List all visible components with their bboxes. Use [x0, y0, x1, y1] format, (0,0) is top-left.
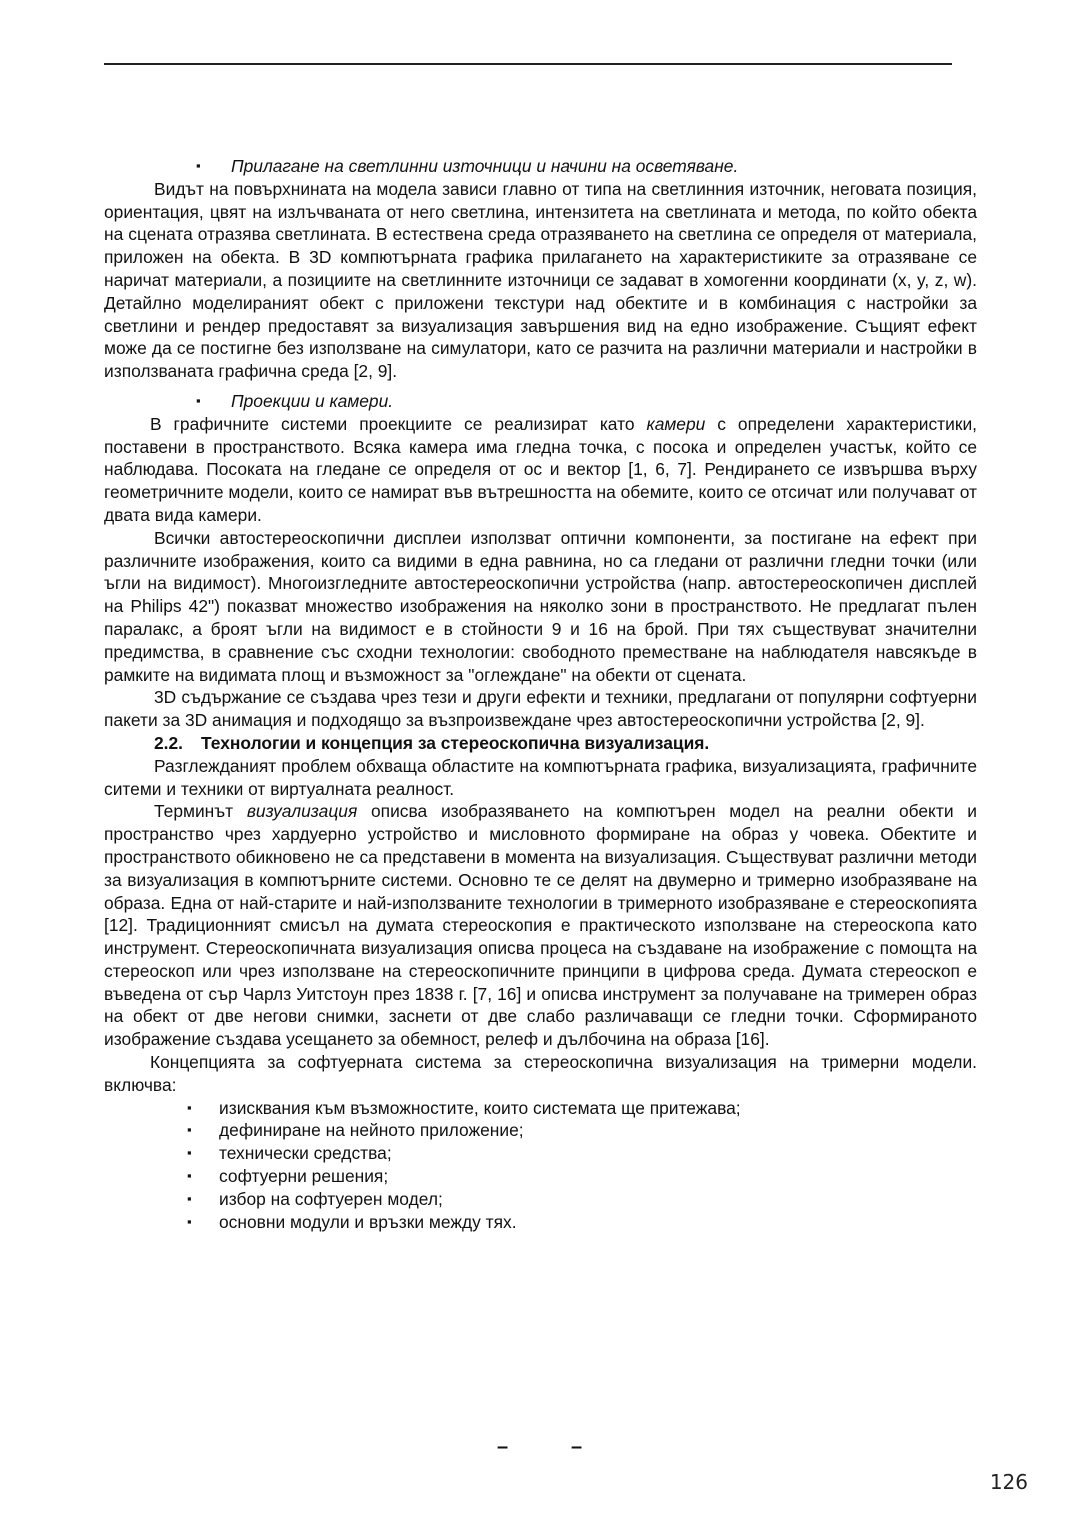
list-item: ▪ софтуерни решения;: [187, 1166, 389, 1187]
paragraph-term-part2: описва изобразяването на компютърен модел на реални обекти и пространство чрез хардуерно устройство и мисловното формиране на образ у човека. Обектите и пространството обикновено не са представени в момента на визуализация. Съществуват различни методи за визуализация в компютърните системи. Основно те се делят на двумерно и тримерно изобразяване на образа. Една от най-старите и най-използваните технологии в тримерното изобразяване е стереоскопията [12]. Традиционният смисъл на думата стереоскопия е практическото използване на стереоскопа като инструмент. Стереоскопичната визуализация описва процеса на създаване на изображение с помощта на стереоскоп или чрез използване на стереоскопичните принципи в цифрова среда. Думата стереоскоп е въведена от сър Чарлз Уитстоун през 1838 г. [7, 16] и описва инструмент за получаване на тримерен образ на обект от две негови снимки, заснети от две слабо различаващи се гледни точки. Сформираното изображение създава усещането за обемност, релеф и дълбочина на образа [16].: [104, 801, 977, 1050]
footer-dash-right: –: [571, 1436, 583, 1458]
list-item: ▪ технически средства;: [187, 1143, 392, 1164]
paragraph-term-part1: Терминът: [154, 801, 247, 822]
term-cameras: камери: [646, 413, 706, 434]
section-title: Технологии и концепция за стереоскопична визуализация.: [201, 732, 710, 753]
list-item: ▪ избор на софтуерен модел;: [187, 1188, 443, 1209]
subheading-light: [104, 155, 977, 178]
paragraph-autostereo: Всички автостереоскопични дисплеи използват оптични компоненти, за постигане на ефект при различните изображения, които са видими в една равнина, но са гледани от различни гледни точки (или ъгли на видимост). Многоизгледните автостереоскопични устройства (напр. автостереоскопичен дисплей на Philips 42") показват множество изображения на няколко зони в пространството. Не предлагат пълен паралакс, а броят ъгли на видимост е в стойности 9 и 16 на брой. При тях съществуват значителни предимства, в сравнение със сходни технологии: свободното преместване на наблюдателя навсякъде в рамките на видимата площ и възможност за "оглеждане" на обекти от сцената.: [104, 527, 977, 685]
paragraph-projections-part1: В графичните системи проекциите се реализират като: [150, 413, 647, 434]
list-item: ▪ основни модули и връзки между тях.: [187, 1211, 517, 1232]
bullet-icon: ▪: [187, 1190, 192, 1206]
page-number: 126: [989, 1470, 1028, 1494]
subheading-projections-text: Проекции и камери.: [231, 390, 394, 411]
paragraph-concept: Концепцията за софтуерната система за стереоскопична визуализация на тримерни модели. включва:: [104, 1052, 977, 1095]
page-body: [104, 155, 977, 1233]
list-item: ▪ изисквания към възможностите, които системата ще притежава;: [187, 1097, 741, 1118]
bullet-icon: ▪: [187, 1122, 192, 1138]
bullet-icon: ▪: [187, 1168, 192, 1184]
paragraph-projections-part2: с определени характеристики, поставени в пространството. Всяка камера има гледна точка, с посока и определен участък, който се наблюдава. Посоката на гледане се определя от ос и вектор [1, 6, 7]. Рендирането се извършва върху геометричните модели, които се намират във вътрешността на обемите, които се отсичат или получават от двата вида камери.: [104, 413, 977, 525]
paragraph-projections: [104, 413, 977, 527]
footer-dash-left: –: [497, 1436, 509, 1458]
bullet-icon: ▪: [196, 158, 201, 173]
bullet-icon: ▪: [187, 1145, 192, 1161]
list-item: ▪ дефиниране на нейното приложение;: [187, 1120, 524, 1141]
section-number: 2.2.: [154, 732, 184, 753]
header-rule: [104, 63, 952, 65]
paragraph-3d-content: 3D съдържание се създава чрез тези и други ефекти и техники, предлагани от популярни софтуерни пакети за 3D анимация и подходящо за възпроизвеждане чрез автостереоскопични устройства [2, 9].: [104, 687, 977, 731]
paragraph-light: Видът на повърхнината на модела зависи главно от типа на светлинния източник, неговата позиция, ориентация, цвят на излъчваната от него светлина, интензитета на светлината и метода, по който обекта на сцената отразява светлината. В естествена среда отразяването на светлина се определя от материала, приложен на обекта. В 3D компютърната графика прилагането на характеристиките за отразяване се наричат материали, а позициите на светлинните източници се задават в хомогенни координати (x, y, z, w). Детайлно моделираният обект с приложени текстури над обектите и в комбинация с настройки за светлини и рендер предоставят за визуализация завършения вид на едно изображение. Същият ефект може да се постигне без използване на симулатори, като се разчита на различни материали и настройки в използваната графична среда [2, 9].: [104, 178, 977, 382]
paragraph-problem: Разглежданият проблем обхваща областите на компютърната графика, визуализацията, графичните ситеми и техники от виртуалната реалност.: [104, 755, 977, 799]
subheading-light-text: Прилагане на светлинни източници и начини на осветяване.: [231, 156, 739, 176]
bullet-icon: ▪: [187, 1099, 192, 1115]
section-heading: [104, 732, 977, 755]
bullet-icon: ▪: [187, 1213, 192, 1229]
term-visualization: визуализация: [246, 801, 358, 822]
paragraph-term: [104, 800, 977, 1051]
concept-list: [104, 1097, 977, 1234]
bullet-icon: ▪: [196, 392, 201, 408]
subheading-projections: [104, 390, 977, 413]
